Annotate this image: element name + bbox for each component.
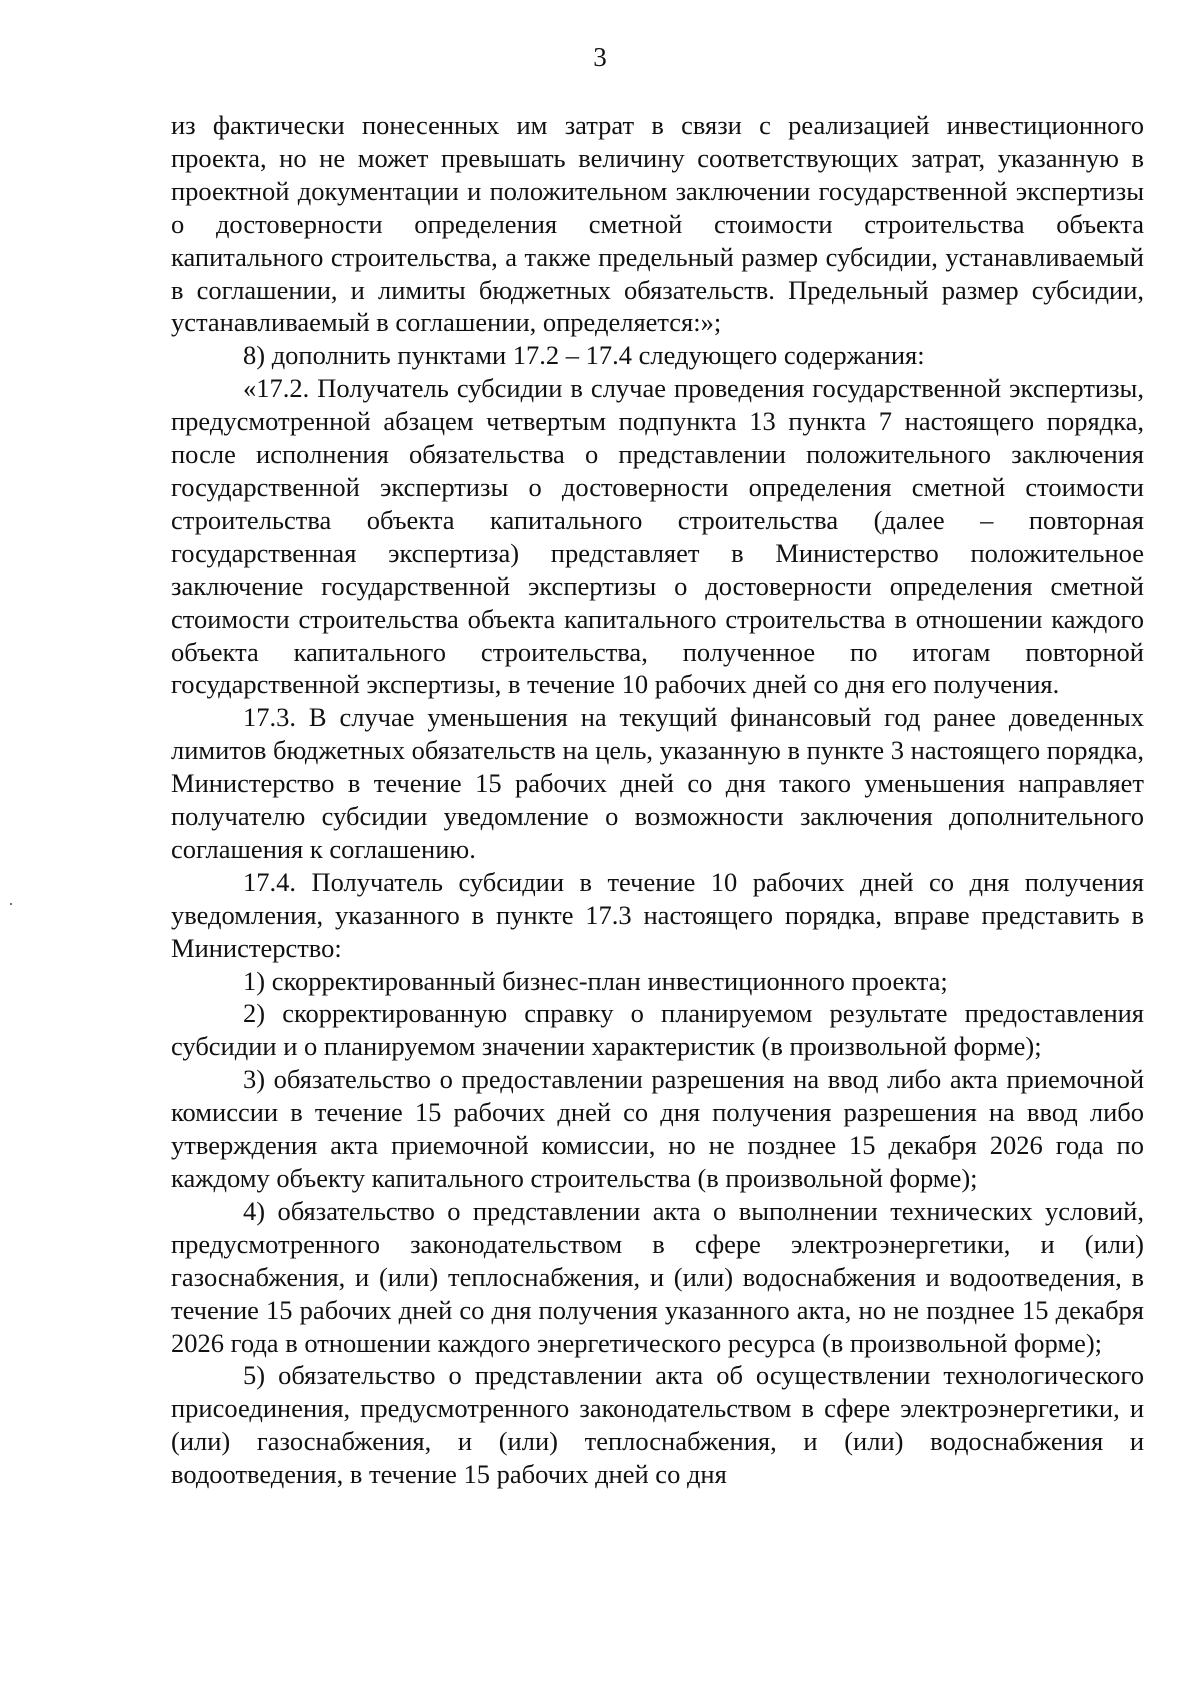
paragraph-17-3: 17.3. В случае уменьшения на текущий финансовый год ранее доведенных лимитов бюджетных обязательств на цель, указанную в пункте 3 настоящего порядка, Министерство в течение 15 рабочих дней со дня такого уменьшения направляет получателю субсидии уведомление о возможности заключения дополнительного соглашения к соглашению. xyxy=(171,702,1144,864)
list-item-3: 3) обязательство о предоставлении разрешения на ввод либо акта приемочной комиссии в течение 15 рабочих дней со дня получения разрешения на ввод либо утверждения акта приемочной комиссии, но не позднее 15 декабря 2026 года по каждому объекту капитального строительства (в произвольной форме); xyxy=(171,1064,1144,1193)
paragraph-17-2: «17.2. Получатель субсидии в случае проведения государственной экспертизы, предусмотренной абзацем четвертым подпункта 13 пункта 7 настоящего порядка, после исполнения обязательства о представлении положительного заключения государственной экспертизы о достоверности определения сметной стоимости строительства объекта капитального строительства (далее – повторная государственная экспертиза) представляет в Министерство положительное заключение государственной экспертизы о достоверности определения сметной стоимости строительства объекта капитального строительства в отношении каждого объекта капитального строительства, полученное по итогам повторной государственной экспертизы, в течение 10 рабочих дней со дня его получения. xyxy=(171,373,1144,700)
list-item-2: 2) скорректированную справку о планируемом результате предоставления субсидии и о планируемом значении характеристик (в произвольной форме); xyxy=(171,998,1144,1062)
page-number: 3 xyxy=(593,42,607,72)
paragraph-item-8: 8) дополнить пунктами 17.2 – 17.4 следующего содержания: xyxy=(243,340,925,371)
list-item-1: 1) скорректированный бизнес-план инвестиционного проекта; xyxy=(243,965,948,996)
scan-artifact-dot xyxy=(10,903,12,905)
list-item-4: 4) обязательство о представлении акта о выполнении технических условий, предусмотренного законодательством в сфере электроэнергетики, и (или) газоснабжения, и (или) теплоснабжения, и (или) водоснабжения и водоотведения, в течение 15 рабочих дней со дня получения указанного акта, но не позднее 15 декабря 2026 года в отношении каждого энергетического ресурса (в произвольной форме); xyxy=(171,1195,1144,1358)
paragraph-continuation: из фактически понесенных им затрат в связи с реализацией инвестиционного проекта, но не может превышать величину соответствующих затрат, указанную в проектной документации и положительном заключении государственной экспертизы о достоверности определения сметной стоимости строительства объекта капитального строительства, а также предельный размер субсидии, устанавливаемый в соглашении, и лимиты бюджетных обязательств. Предельный размер субсидии, устанавливаемый в соглашении, определяется:»; xyxy=(171,110,1144,338)
list-item-5: 5) обязательство о представлении акта об осуществлении технологического присоединения, предусмотренного законодательством в сфере электроэнергетики, и (или) газоснабжения, и (или) теплоснабжения, и (или) водоснабжения и водоотведения, в течение 15 рабочих дней со дня xyxy=(171,1360,1144,1490)
document-body xyxy=(171,109,1144,1491)
paragraph-17-4: 17.4. Получатель субсидии в течение 10 рабочих дней со дня получения уведомления, указанного в пункте 17.3 настоящего порядка, вправе представить в Министерство: xyxy=(171,866,1144,963)
